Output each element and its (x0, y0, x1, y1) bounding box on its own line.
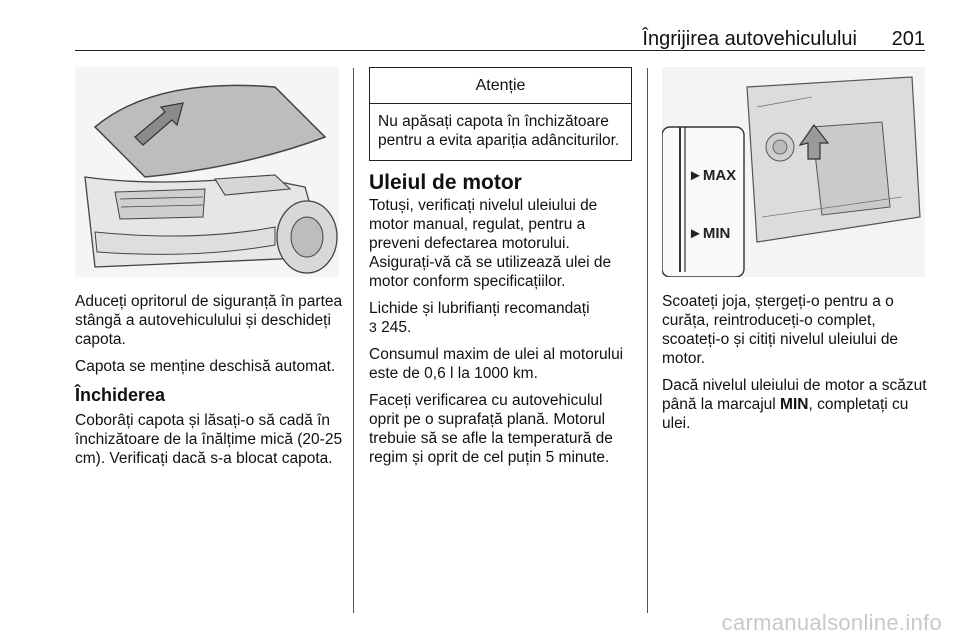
column-2-text (369, 67, 632, 475)
warning-box (369, 67, 632, 161)
page-number: 201 (891, 28, 925, 50)
paragraph-check-oil: Totuși, verificați nivelul uleiului de motor manual, regulat, pentru a preveni defectarea motorului. Asigurați-vă că se utilizează ulei de motor conform specificațiilor. (369, 197, 612, 290)
page-title: Îngrijirea autovehiculului (642, 28, 857, 50)
paragraph-check-conditions: Faceți verificarea cu autovehiculul oprit pe o suprafață plană. Motorul trebuie să se afle la temperatură de regim și oprit de cel puțin 5 minute. (369, 392, 613, 466)
column-divider-left (353, 68, 354, 613)
page-reference-arrow-icon: 3 (369, 319, 377, 335)
min-mark-label: MIN (780, 396, 809, 413)
hood-illustration (75, 67, 339, 277)
column-3-text (662, 292, 930, 441)
heading-engine-oil: Uleiul de motor (369, 171, 522, 194)
paragraph-dipstick-procedure: Scoateți joja, ștergeți-o pentru a o curăța, reintroduceți-o complet, scoateți-o și citiți nivelul uleiului de motor. (662, 293, 899, 367)
column-1-text (75, 292, 343, 476)
paragraph-open-hood: Aduceți opritorul de siguranță în partea stângă a autovehiculului și deschideți capota. (75, 293, 343, 348)
paragraph-recommended-fluids (369, 299, 632, 337)
paragraph-oil-consumption: Consumul maxim de ulei al motorului este de 0,6 l la 1000 km. (369, 346, 624, 382)
top-up-text-end: , completați cu ulei. (662, 396, 909, 432)
page-header (75, 26, 925, 51)
dipstick-illustration (662, 67, 925, 277)
recommended-fluids-text: Lichide și lubrifianți recomandați (369, 300, 590, 317)
warning-title: Atenție (370, 68, 631, 104)
dipstick-min-label: ►MIN (688, 225, 731, 242)
heading-closing: Închiderea (75, 385, 166, 405)
dipstick-max-label: ►MAX (688, 167, 737, 184)
paragraph-top-up (662, 376, 930, 433)
paragraph-close-hood: Coborâți capota și lăsați-o să cadă în închizătoare de la înălțime mică (20-25 cm). Verificați dacă s-a blocat capota. (75, 412, 343, 467)
paragraph-hood-stays-open: Capota se menține deschisă automat. (75, 358, 336, 375)
top-up-text-start: Dacă nivelul uleiului de motor a scăzut până la marcajul (662, 377, 927, 413)
warning-text: Nu apăsați capota în închizătoare pentru a evita apariția adânciturilor. (378, 113, 620, 149)
watermark: carmanualsonline.info (721, 610, 942, 635)
column-divider-right (647, 68, 648, 613)
page-reference-link[interactable]: 245. (381, 319, 412, 336)
